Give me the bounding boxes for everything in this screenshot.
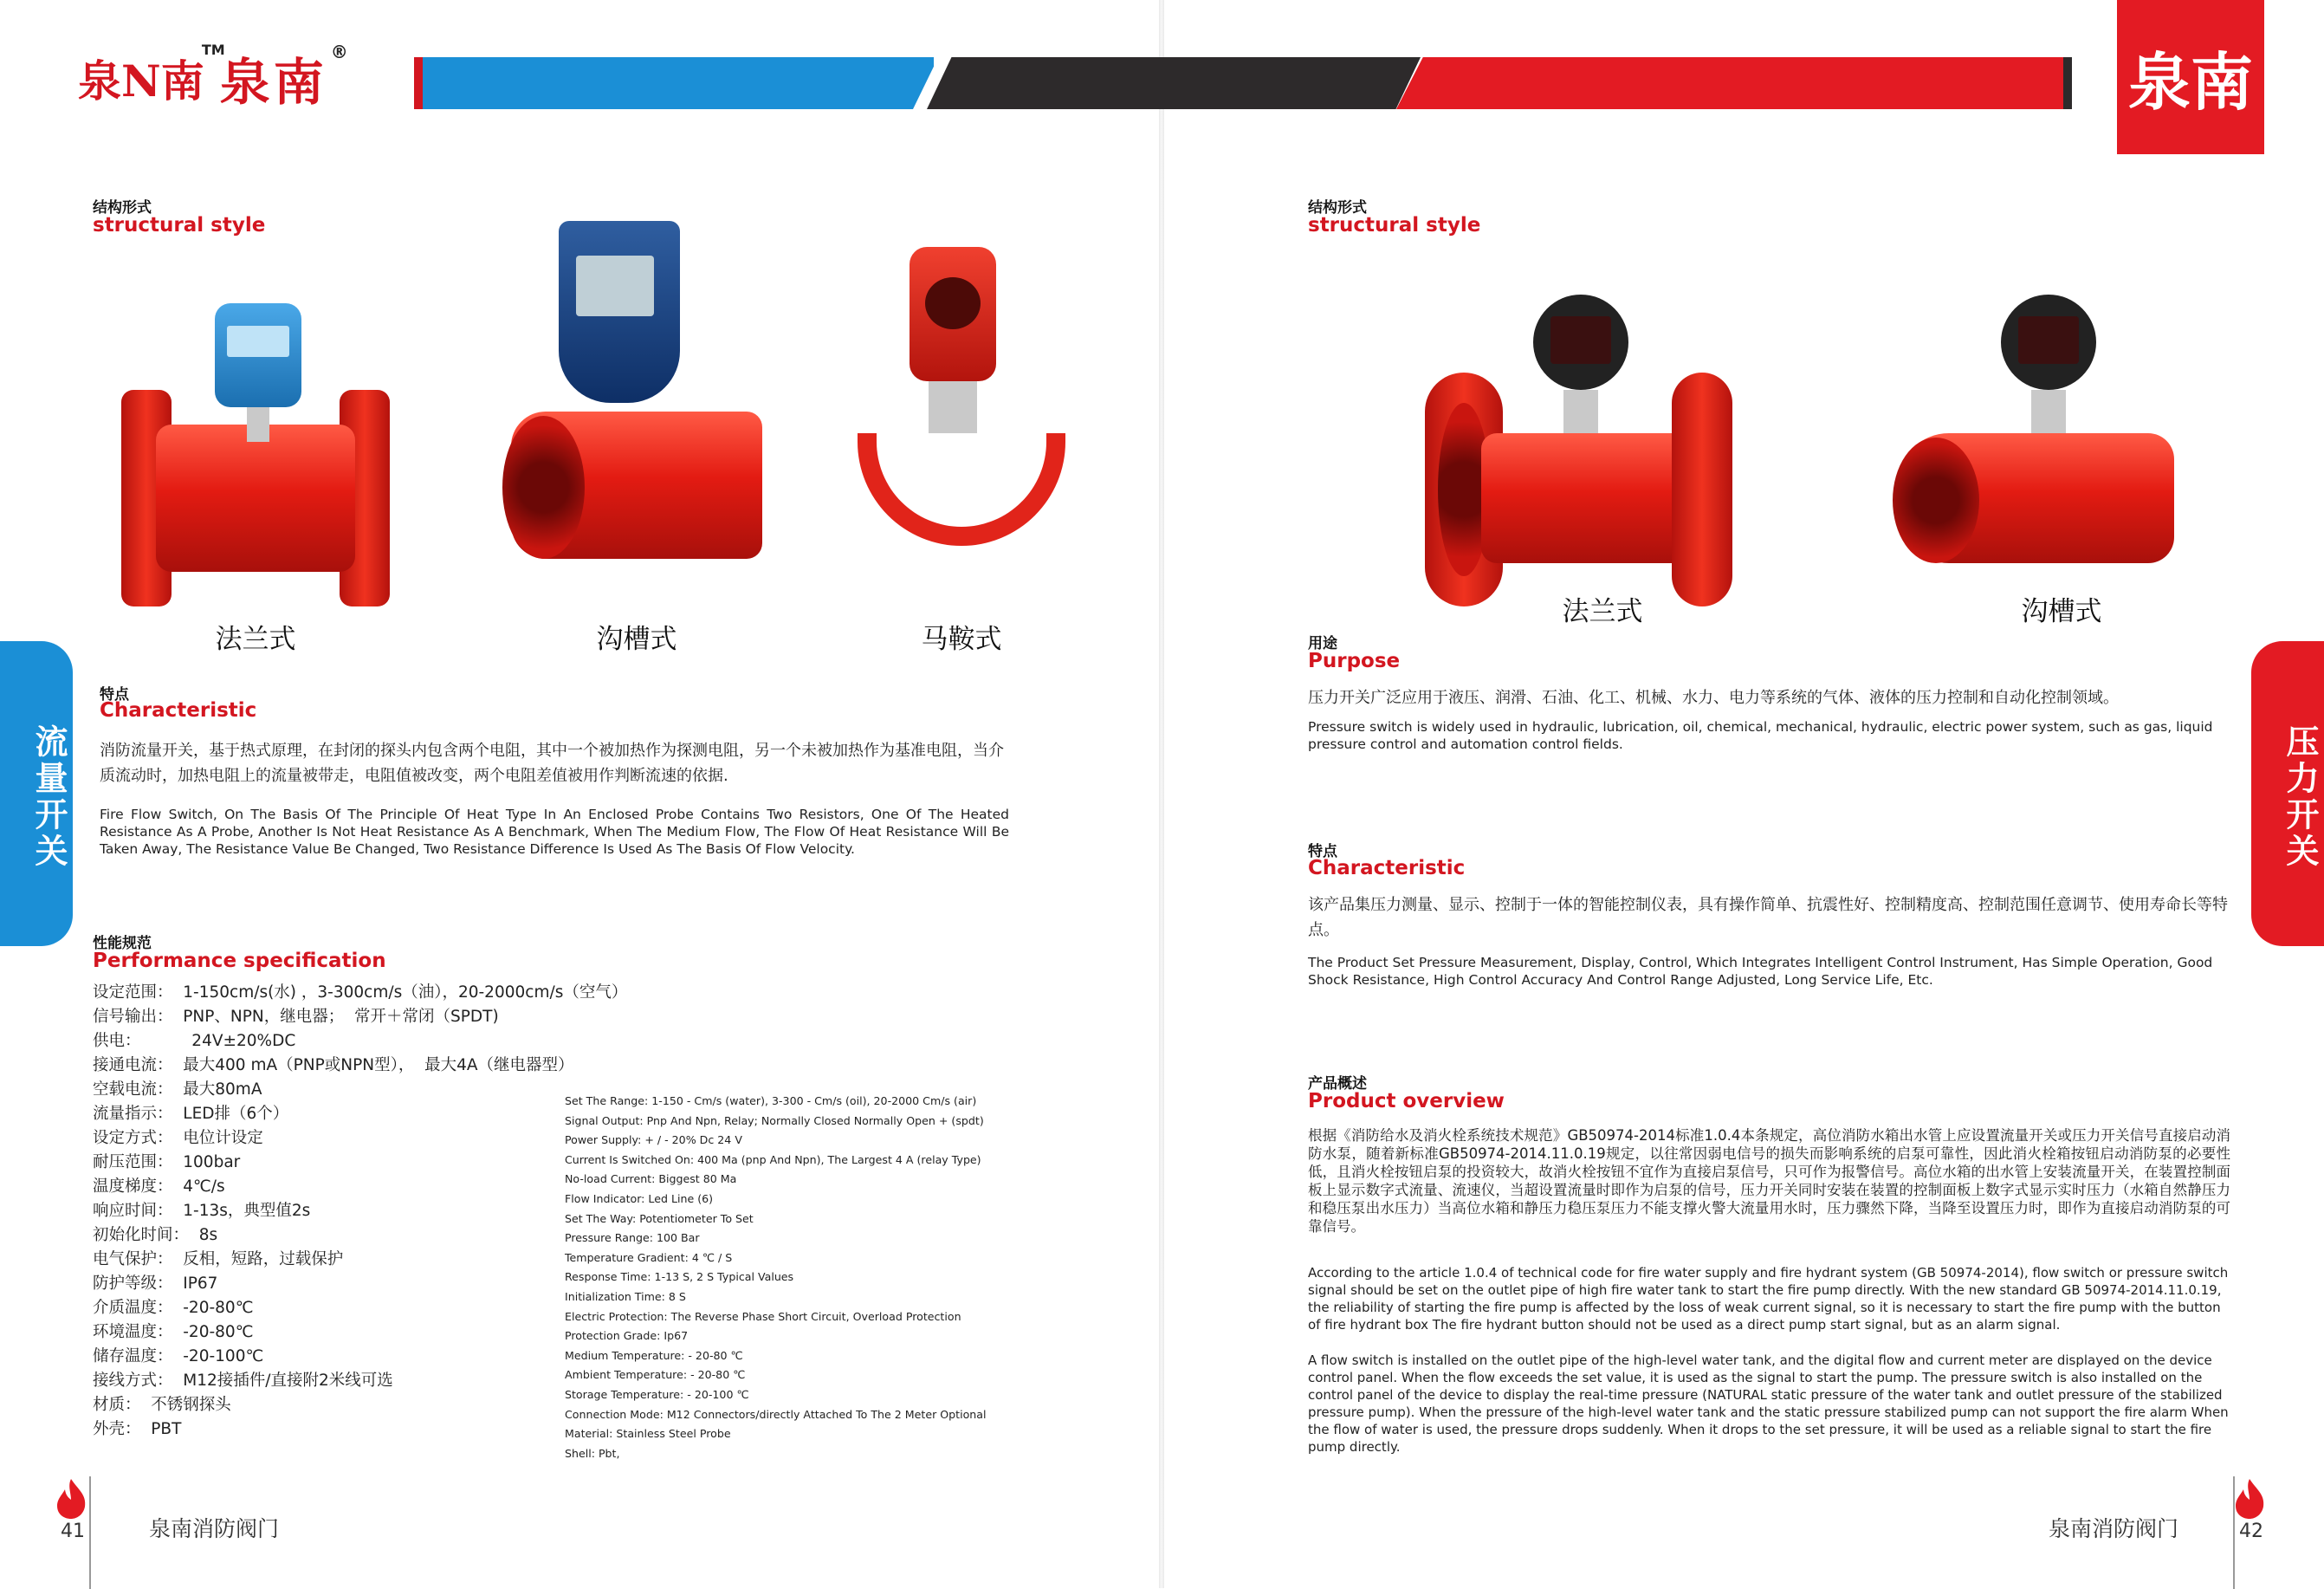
characteristic-cn-label-right: 特点 <box>1308 843 1337 860</box>
spec-item: Power Supply: + / - 20% Dc 24 V <box>565 1133 742 1147</box>
header-band-dark <box>927 57 1421 109</box>
footer-divider-left <box>89 1476 91 1589</box>
page-gutter <box>1159 0 1164 1588</box>
structural-en-label: structural style <box>93 214 266 237</box>
spec-item: Connection Mode: M12 Connectors/directly Attached To The 2 Meter Optional <box>565 1407 987 1421</box>
product-image-groove-pressure-switch <box>1888 286 2183 572</box>
purpose-text-en: Pressure switch is widely used in hydraulic, lubrication, oil, chemical, mechanical, hydraulic, electric power system, such as gas, liquid pressure control and automation control fields. <box>1308 719 2213 752</box>
spec-item: Material: Stainless Steel Probe <box>565 1427 731 1441</box>
trademark-mark: TM <box>201 42 225 58</box>
product-image-groove-flow-switch <box>494 221 780 602</box>
spec-item: 响应时间： 1-13s，典型值2s <box>93 1202 311 1220</box>
brand-logo <box>78 42 352 112</box>
footer-divider-right <box>2233 1476 2235 1589</box>
right-page <box>1162 0 2324 1588</box>
structural-cn-label-right: 结构形式 <box>1308 199 1367 217</box>
product-label-groove-right: 沟槽式 <box>2021 596 2102 627</box>
spec-item: 材质： 不锈钢探头 <box>93 1396 231 1414</box>
page-number-left: 41 <box>61 1521 85 1542</box>
purpose-text-cn: 压力开关广泛应用于液压、润滑、石油、化工、机械、水力、电力等系统的气体、液体的压力控制和自动化控制领域。 <box>1308 689 2119 707</box>
characteristic-en-label-right: Characteristic <box>1308 857 1466 879</box>
product-image-saddle-flow-switch <box>849 243 1074 589</box>
characteristic-text-en: Fire Flow Switch, On The Basis Of The Principle Of Heat Type In An Enclosed Probe Contains Two Resistors, One Of The Heated Resistance As A Probe, Another Is Not Heat Resistance As A Benchmark, When The Medium Flow, The Flow Of Heat Resistance Will Be Taken Away, The Resistance Value Be Changed, Two Resistance Difference Is Used As The Basis Of Flow Velocity. <box>100 807 1009 857</box>
spec-item: 储存温度： -20-100℃ <box>93 1347 264 1365</box>
product-image-flange-pressure-switch <box>1421 286 1750 606</box>
spec-item: 温度梯度： 4℃/s <box>93 1177 225 1196</box>
spec-item: 介质温度： -20-80℃ <box>93 1299 254 1317</box>
spec-item: 设定范围： 1-150cm/s(水) ，3-300cm/s（油），20-2000cm/s（空气） <box>93 983 628 1002</box>
spec-item: Protection Grade: Ip67 <box>565 1329 689 1343</box>
header-band-accent-right <box>2063 57 2072 109</box>
page-number-right: 42 <box>2239 1521 2263 1542</box>
spec-item: Shell: Pbt, <box>565 1446 620 1460</box>
spec-item: 电气保护： 反相，短路，过载保护 <box>93 1250 344 1268</box>
spec-item: 设定方式： 电位计设定 <box>93 1129 263 1147</box>
overview-cn-label: 产品概述 <box>1308 1075 1367 1093</box>
spec-item: 空载电流： 最大80mA <box>93 1080 262 1099</box>
spec-item: Signal Output: Pnp And Npn, Relay; Normally Closed Normally Open + (spdt) <box>565 1113 984 1127</box>
logo-text: 泉南 ® <box>219 42 352 112</box>
characteristic-en-label: Characteristic <box>100 699 257 722</box>
flame-icon <box>52 1477 90 1521</box>
logo-mark: 泉N南 TM <box>78 42 225 107</box>
overview-en-label: Product overview <box>1308 1090 1505 1112</box>
side-tab-flow-switch <box>0 641 73 946</box>
registered-mark: ® <box>330 42 352 62</box>
spec-item: Flow Indicator: Led Line (6) <box>565 1191 714 1205</box>
spec-item: 耐压范围： 100bar <box>93 1153 241 1171</box>
spec-item: 接通电流： 最大400 mA（PNP或NPN型）， 最大4A（继电器型） <box>93 1056 574 1074</box>
spec-item: Current Is Switched On: 400 Ma (pnp And Npn), The Largest 4 A (relay Type) <box>565 1152 981 1166</box>
header-band-accent <box>414 57 423 109</box>
side-tab-label: 压力开关 <box>2281 724 2319 870</box>
brand-badge: 泉南 <box>2117 0 2264 154</box>
spec-item: Set The Range: 1-150 - Cm/s (water), 3-300 - Cm/s (oil), 20-2000 Cm/s (air) <box>565 1094 977 1107</box>
footer-brand-right: 泉南消防阀门 <box>2049 1516 2179 1541</box>
spec-item: Pressure Range: 100 Bar <box>565 1231 700 1245</box>
spec-item: Medium Temperature: - 20-80 ℃ <box>565 1348 743 1362</box>
performance-cn-label: 性能规范 <box>93 935 152 952</box>
structural-en-label-right: structural style <box>1308 214 1481 237</box>
side-tab-label: 流量开关 <box>29 724 68 870</box>
product-image-flange-flow-switch <box>121 295 390 606</box>
spec-item: 流量指示： LED排（6个） <box>93 1105 289 1123</box>
characteristic-text-en-right: The Product Set Pressure Measurement, Display, Control, Which Integrates Intelligent Control Instrument, Has Simple Operation, Good Shock Resistance, High Control Accuracy And Control Range Adjusted, Long Service Life, Etc. <box>1308 955 2213 988</box>
spec-item: Initialization Time: 8 S <box>565 1289 686 1303</box>
header-band-blue <box>414 57 934 109</box>
product-label-flange-right: 法兰式 <box>1562 596 1643 627</box>
spec-item: 供电： 24V±20%DC <box>93 1032 296 1050</box>
spec-item: No-load Current: Biggest 80 Ma <box>565 1172 737 1186</box>
spec-item: 外壳： PBT <box>93 1420 182 1438</box>
spec-item: Electric Protection: The Reverse Phase Short Circuit, Overload Protection <box>565 1309 961 1323</box>
spec-item: Set The Way: Potentiometer To Set <box>565 1211 754 1225</box>
overview-text-cn: 根据《消防给水及消火栓系统技术规范》GB50974-2014标准1.0.4本条规定，高位消防水箱出水管上应设置流量开关或压力开关信号直接启动消防水泵，随着新标准GB50974-2014.11.0.19规定，以往常因弱电信号的损失而影响系统的启泵可靠性，因此消火栓箱按钮启动消防泵的必要性低，且消火栓按钮启泵的投资较大，故消火栓按钮不宜作为直接启泵信号，只可作为报警信号。高位水箱的出水管上安装流量开关，在装置控制面板上显示数字式流量、流速仪，当超设置流量时即作为启泵的信号，压力开关同时安装在装置的控制面板上数字式显示实时压力（水箱自然静压力和稳压泵出水压力）当高位水箱和静压力稳压泵压力不能支撑火警大流量用水时，压力骤然下降，当降至设置压力时，即作为直接启动消防泵的可靠信号。 <box>1308 1127 2230 1235</box>
spec-item: Temperature Gradient: 4 ℃ / S <box>565 1250 733 1264</box>
side-tab-pressure-switch <box>2251 641 2324 946</box>
spec-item: 环境温度： -20-80℃ <box>93 1323 254 1341</box>
spec-list-cn <box>93 981 630 1442</box>
purpose-en-label: Purpose <box>1308 650 1401 672</box>
spec-item: Response Time: 1-13 S, 2 S Typical Values <box>565 1270 794 1284</box>
product-label-groove: 沟槽式 <box>596 624 677 655</box>
structural-cn-label: 结构形式 <box>93 199 152 217</box>
performance-en-label: Performance specification <box>93 950 386 972</box>
overview-text-en-2: A flow switch is installed on the outlet pipe of the high-level water tank, and the digital flow and current meter are displayed on the device control panel. When the flow exceeds the set value, it is used as the signal to start the pump. The pressure switch is also installed on the control panel of the device to display the real-time pressure (NATURAL static pressure of the water tank and outlet pressure of the stabilized pressure pump). When the pressure of the high-level water tank and the static pressure stabilized pump can not support the fire alarm When the flow of water is used, the pressure drops suddenly. When it drops to the set pressure, it will be used as a reliable signal to start the fire pump directly. <box>1308 1352 2229 1455</box>
characteristic-text-cn: 消防流量开关，基于热式原理，在封闭的探头内包含两个电阻，其中一个被加热作为探测电阻，另一个未被加热作为基准电阻，当介质流动时，加热电阻上的流量被带走，电阻值被改变，两个电阻差值被用作判断流速的依据. <box>100 742 1004 785</box>
footer-brand-left: 泉南消防阀门 <box>149 1516 280 1541</box>
purpose-cn-label: 用途 <box>1308 635 1337 652</box>
product-label-saddle: 马鞍式 <box>921 624 1002 655</box>
spec-item: Ambient Temperature: - 20-80 ℃ <box>565 1368 746 1382</box>
spec-item: 信号输出： PNP、NPN，继电器； 常开＋常闭（SPDT) <box>93 1008 499 1026</box>
overview-text-en-1: According to the article 1.0.4 of technical code for fire water supply and fire hydrant system (GB 50974-2014), flow switch or pressure switch signal should be set on the outlet pipe of high fire water tank to start the fire pump directly. With the new standard GB 50974-2014.11.0.19, the reliability of starting the fire pump is affected by the loss of weak current signal, so it is necessary to start the fire pump with the button of fire hydrant box The fire hydrant button should not be used as a direct pump start signal, but as an alarm signal. <box>1308 1265 2229 1333</box>
spec-item: Storage Temperature: - 20-100 ℃ <box>565 1387 749 1401</box>
header-band-red <box>1396 57 2063 109</box>
spec-item: 初始化时间： 8s <box>93 1226 218 1244</box>
product-label-flange: 法兰式 <box>215 624 296 655</box>
flame-icon <box>2230 1477 2269 1521</box>
spec-item: 接线方式： M12接插件/直接附2米线可选 <box>93 1372 393 1390</box>
spec-list-en <box>565 1092 1033 1463</box>
characteristic-cn-label: 特点 <box>100 686 129 704</box>
spec-item: 防护等级： IP67 <box>93 1274 218 1293</box>
characteristic-text-cn-right: 该产品集压力测量、显示、控制于一体的智能控制仪表，具有操作简单、抗震性好、控制精度高、控制范围任意调节、使用寿命长等特点。 <box>1308 896 2228 939</box>
